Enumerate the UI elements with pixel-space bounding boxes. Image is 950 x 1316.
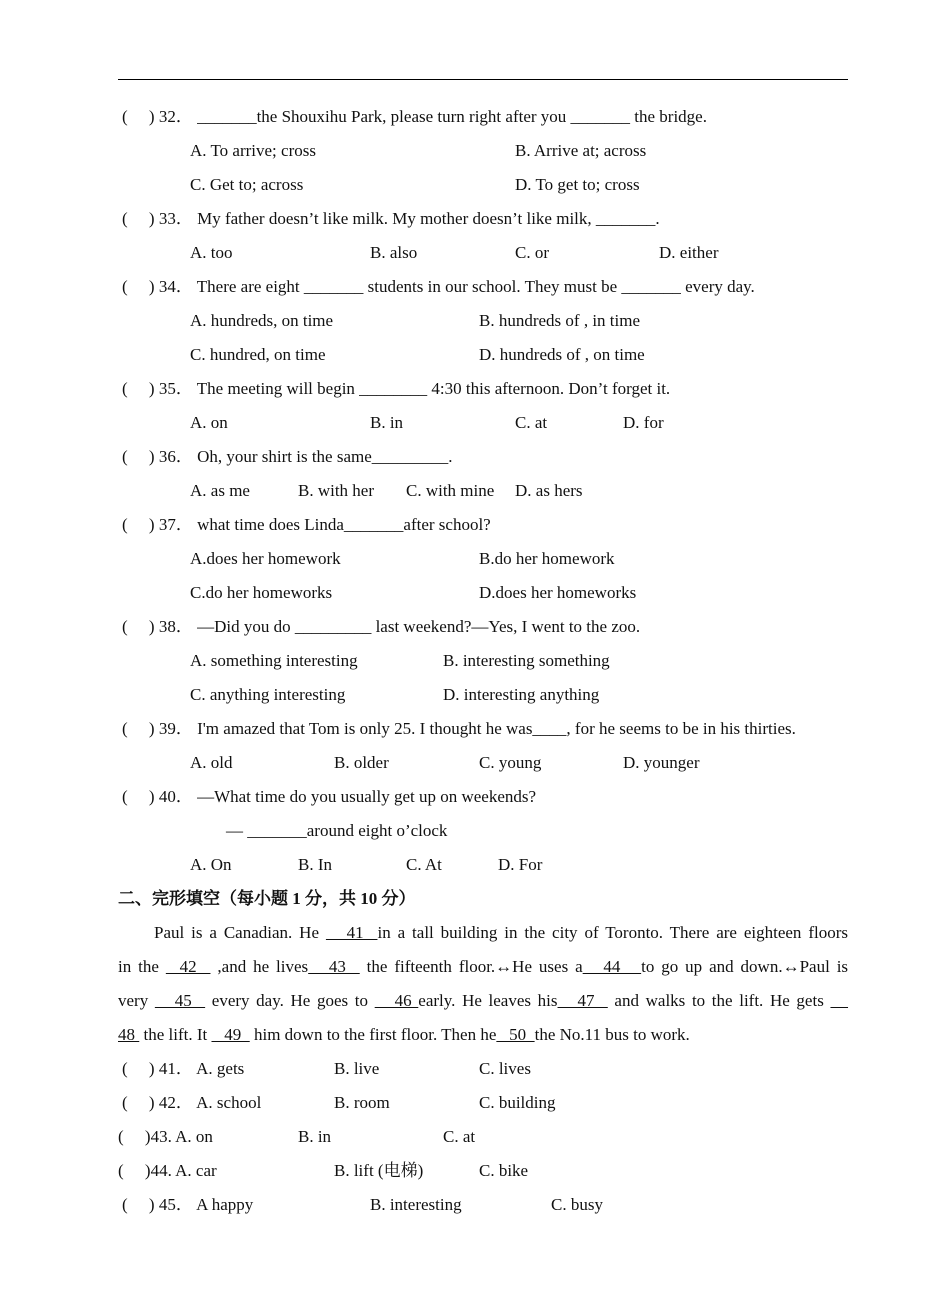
- question-33-stem: ( ) 33． My father doesn’t like milk. My mother doesn’t like milk, _______.: [122, 209, 660, 228]
- q36-option-d: D. as hers: [515, 481, 583, 500]
- section-2-heading: 二、完形填空（每小题 1 分，共 10 分）: [118, 889, 416, 908]
- q39-option-c: C. young: [479, 753, 542, 772]
- question-39-stem: ( ) 39． I'm amazed that Tom is only 25. I thought he was____, for he seems to be in his thirties.: [122, 719, 796, 738]
- question-35-stem: ( ) 35． The meeting will begin ________ 4:30 this afternoon. Don’t forget it.: [122, 379, 671, 398]
- q33-option-a: A. too: [190, 243, 233, 262]
- passage-text: and walks to the lift. He gets: [607, 991, 831, 1010]
- cloze-42-stem: ( ) 42． A. school: [122, 1093, 262, 1112]
- passage-text: Paul is a Canadian. He: [154, 923, 326, 942]
- passage-text: in the: [118, 957, 166, 976]
- q33-option-c: C. or: [515, 243, 549, 262]
- passage-text: in a tall building in the city of Toronto. There are eighteen floors: [377, 923, 848, 942]
- cloze-44-option-c: C. bike: [479, 1161, 529, 1180]
- q34-option-d: D. hundreds of , on time: [479, 345, 645, 364]
- passage-line-1: [118, 923, 848, 943]
- q34-option-a: A. hundreds, on time: [190, 311, 334, 330]
- blank-42: 42: [165, 957, 211, 976]
- blank-47: 47: [557, 991, 608, 1010]
- blank-48: 48: [118, 1025, 140, 1044]
- cloze-42-option-b: B. room: [334, 1093, 390, 1112]
- q35-option-c: C. at: [515, 413, 548, 432]
- cloze-45-stem: ( ) 45． A happy: [122, 1195, 254, 1214]
- q36-option-a: A. as me: [190, 481, 250, 500]
- passage-text: to go up and down.↔Paul is: [641, 957, 849, 976]
- passage-line-4: [118, 1025, 848, 1045]
- passage-text: the No.11 bus to work.: [534, 1025, 690, 1044]
- q32-option-c: C. Get to; across: [190, 175, 304, 194]
- header-rule: [118, 79, 848, 80]
- q32-option-b: B. Arrive at; across: [515, 141, 647, 160]
- q38-option-d: D. interesting anything: [443, 685, 600, 704]
- q37-option-d: D.does her homeworks: [479, 583, 637, 602]
- question-34-stem: ( ) 34． There are eight _______ students in our school. They must be _______ every day.: [122, 277, 755, 296]
- q33-option-b: B. also: [370, 243, 418, 262]
- passage-text: ,and he lives: [210, 957, 309, 976]
- q35-option-d: D. for: [623, 413, 664, 432]
- q40-option-a: A. On: [190, 855, 232, 874]
- q37-option-c: C.do her homeworks: [190, 583, 333, 602]
- question-40-stem: ( ) 40． —What time do you usually get up on weekends?: [122, 787, 537, 806]
- blank-50: 50: [496, 1025, 535, 1044]
- cloze-44-option-b: B. lift (电梯): [334, 1161, 424, 1180]
- q39-option-d: D. younger: [623, 753, 700, 772]
- q39-option-a: A. old: [190, 753, 233, 772]
- blank-49: 49: [211, 1025, 250, 1044]
- q37-option-b: B.do her homework: [479, 549, 615, 568]
- blank-44: 44: [582, 957, 642, 976]
- cloze-45-option-b: B. interesting: [370, 1195, 462, 1214]
- q40-option-b: B. In: [298, 855, 332, 874]
- q34-option-b: B. hundreds of , in time: [479, 311, 641, 330]
- cloze-41-stem: ( ) 41． A. gets: [122, 1059, 245, 1078]
- cloze-43-option-c: C. at: [443, 1127, 476, 1146]
- question-32-stem: ( ) 32． _______the Shouxihu Park, please turn right after you _______ the bridge.: [122, 107, 707, 126]
- passage-text: very: [118, 991, 155, 1010]
- cloze-45-option-c: C. busy: [551, 1195, 603, 1214]
- blank-45: 45: [154, 991, 206, 1010]
- passage-text: early. He leaves his: [418, 991, 558, 1010]
- q37-option-a: A.does her homework: [190, 549, 341, 568]
- question-37-stem: ( ) 37． what time does Linda_______after school?: [122, 515, 491, 534]
- cloze-41-option-b: B. live: [334, 1059, 380, 1078]
- question-36-stem: ( ) 36． Oh, your shirt is the same_________.: [122, 447, 453, 466]
- q32-option-d: D. To get to; cross: [515, 175, 640, 194]
- blank-43: 43: [308, 957, 360, 976]
- question-38-stem: ( ) 38． —Did you do _________ last weekend?—Yes, I went to the zoo.: [122, 617, 641, 636]
- passage-line-3: [118, 991, 848, 1011]
- blank-41: 41: [325, 923, 378, 942]
- q33-option-d: D. either: [659, 243, 719, 262]
- passage-text: him down to the first floor. Then he: [249, 1025, 497, 1044]
- q38-option-a: A. something interesting: [190, 651, 358, 670]
- q32-option-a: A. To arrive; cross: [190, 141, 316, 160]
- q38-option-c: C. anything interesting: [190, 685, 346, 704]
- blank-46: 46: [374, 991, 419, 1010]
- q36-option-c: C. with mine: [406, 481, 495, 500]
- q40-option-c: C. At: [406, 855, 442, 874]
- passage-text: the fifteenth floor.↔He uses a: [359, 957, 583, 976]
- cloze-43-stem: ( )43. A. on: [118, 1127, 213, 1146]
- cloze-41-option-c: C. lives: [479, 1059, 531, 1078]
- q39-option-b: B. older: [334, 753, 389, 772]
- q35-option-b: B. in: [370, 413, 404, 432]
- cloze-43-option-b: B. in: [298, 1127, 332, 1146]
- q36-option-b: B. with her: [298, 481, 375, 500]
- question-40-reply: — _______around eight o’clock: [226, 821, 448, 840]
- passage-text: the lift. It: [139, 1025, 212, 1044]
- q35-option-a: A. on: [190, 413, 228, 432]
- cloze-42-option-c: C. building: [479, 1093, 556, 1112]
- q34-option-c: C. hundred, on time: [190, 345, 326, 364]
- q40-option-d: D. For: [498, 855, 543, 874]
- blank-48-start: [830, 991, 848, 1010]
- q38-option-b: B. interesting something: [443, 651, 610, 670]
- passage-text: every day. He goes to: [205, 991, 375, 1010]
- cloze-44-stem: ( )44. A. car: [118, 1161, 217, 1180]
- passage-line-2: [118, 957, 848, 977]
